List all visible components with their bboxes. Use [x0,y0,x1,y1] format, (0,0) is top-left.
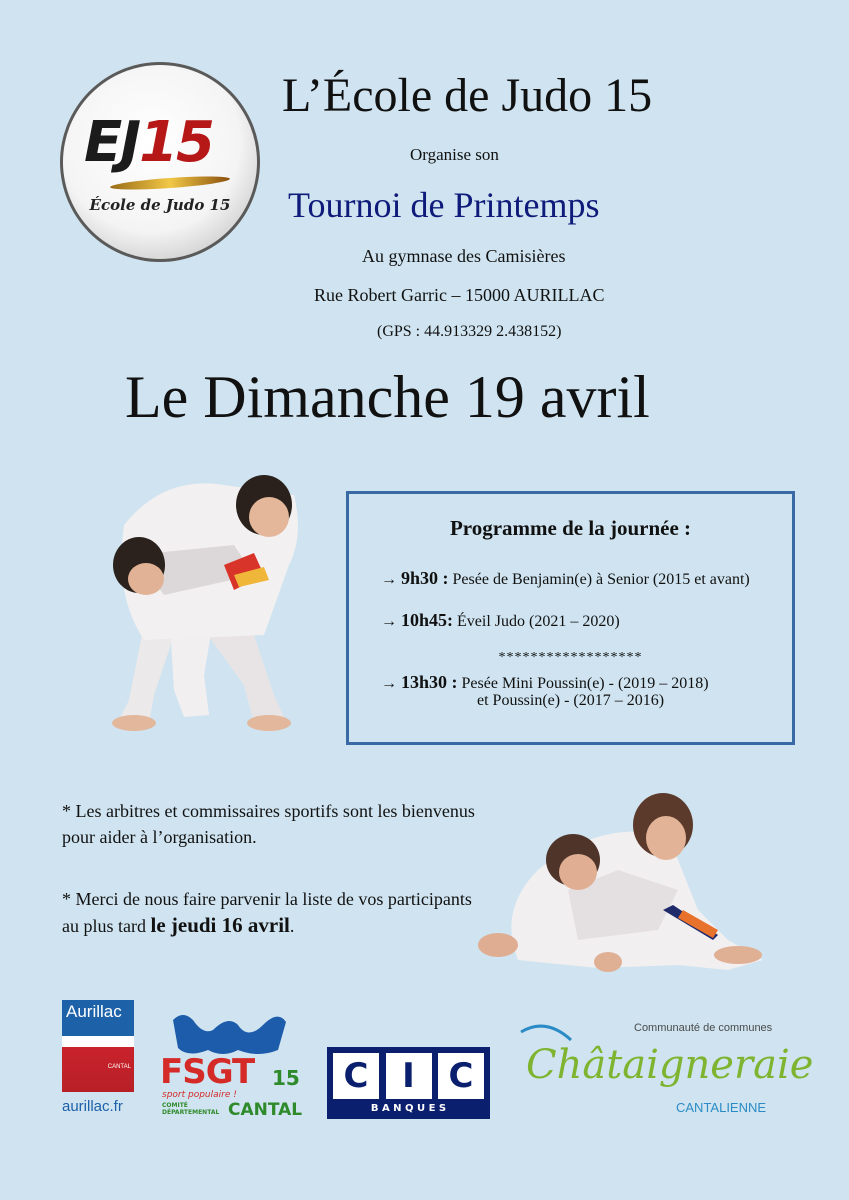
aurillac-logo-name: Aurillac [66,1002,122,1021]
programme-desc: Pesée de Benjamin(e) à Senior (2015 et avant) [448,571,750,588]
cic-logo [327,1047,490,1119]
address-text: Rue Robert Garric – 15000 AURILLAC [314,285,605,305]
bullet-star: * [62,801,71,821]
programme-separator: ****************** [498,650,643,665]
fsgt-number: 15 [272,1066,300,1090]
programme-title: Programme de la journée : [449,516,692,540]
cic-letter-box: C [333,1053,379,1099]
fsgt-logo [160,1010,310,1122]
chataigneraie-name: Châtaigneraie [526,1042,814,1088]
note-referees [62,798,482,850]
note-participants [62,886,482,939]
ej15-logo [60,62,260,262]
logo-swoosh [110,174,230,192]
programme-time: 13h30 : [401,672,458,692]
note-participants-text: Merci de nous faire parvenir la liste de vos participants au plus tard [62,889,472,936]
programme-time: 10h45: [401,610,454,630]
cic-letters [333,1053,484,1099]
note-referees-text: Les arbitres et commissaires sportifs sont les bienvenus pour aider à l’organisation. [62,801,475,847]
page-title: L’École de Judo 15 [282,69,653,122]
programme-time: 9h30 : [401,568,449,588]
logo-subtitle: École de Judo 15 [89,196,231,214]
aurillac-logo-cantal: CANTAL [107,1064,131,1070]
programme-desc: Pesée Mini Poussin(e) - (2019 – 2018) [457,675,709,692]
programme-desc: Éveil Judo (2021 – 2020) [453,613,620,630]
fsgt-tagline: sport populaire ! [162,1090,237,1100]
aurillac-url: aurillac.fr [62,1098,123,1115]
fsgt-department: CANTAL [228,1100,303,1120]
logo-letters: EJ [84,110,140,175]
chataigneraie-bottom: CANTALIENNE [676,1100,767,1115]
event-name: Tournoi de Printemps [288,185,600,225]
aurillac-logo-block [62,1000,134,1092]
fsgt-figures-icon [168,1010,288,1058]
judo-photo-ground [478,790,763,980]
programme-box [346,491,795,745]
gps-text: (GPS : 44.913329 2.438152) [377,323,562,340]
aurillac-logo [62,1000,134,1118]
fsgt-name: FSGT [160,1052,255,1092]
programme-item-3-continued: et Poussin(e) - (2017 – 2016) [477,692,665,709]
bullet-star: * [62,889,71,909]
event-date: Le Dimanche 19 avril [125,364,650,430]
arrow-icon: → [381,675,397,692]
organise-text: Organise son [410,145,499,164]
deadline-date: le jeudi 16 avril [150,913,290,937]
programme-item-3 [381,672,709,693]
chataigneraie-logo [516,1022,814,1122]
venue-text: Au gymnase des Camisières [362,246,566,266]
cic-letter-box: C [438,1053,484,1099]
cic-subtitle: B A N Q U E S [370,1103,447,1114]
programme-item-2 [381,610,620,631]
chataigneraie-top: Communauté de communes [634,1022,773,1034]
arrow-icon: → [381,571,397,588]
arrow-icon: → [381,613,397,630]
cic-letter-box: I [386,1053,432,1099]
programme-item-1 [381,568,750,589]
fsgt-comite: COMITÉ DÉPARTEMENTAL [162,1102,220,1116]
logo-number: 15 [139,110,214,175]
note-end-punct: . [289,916,295,936]
judo-photo-standing [104,455,309,735]
